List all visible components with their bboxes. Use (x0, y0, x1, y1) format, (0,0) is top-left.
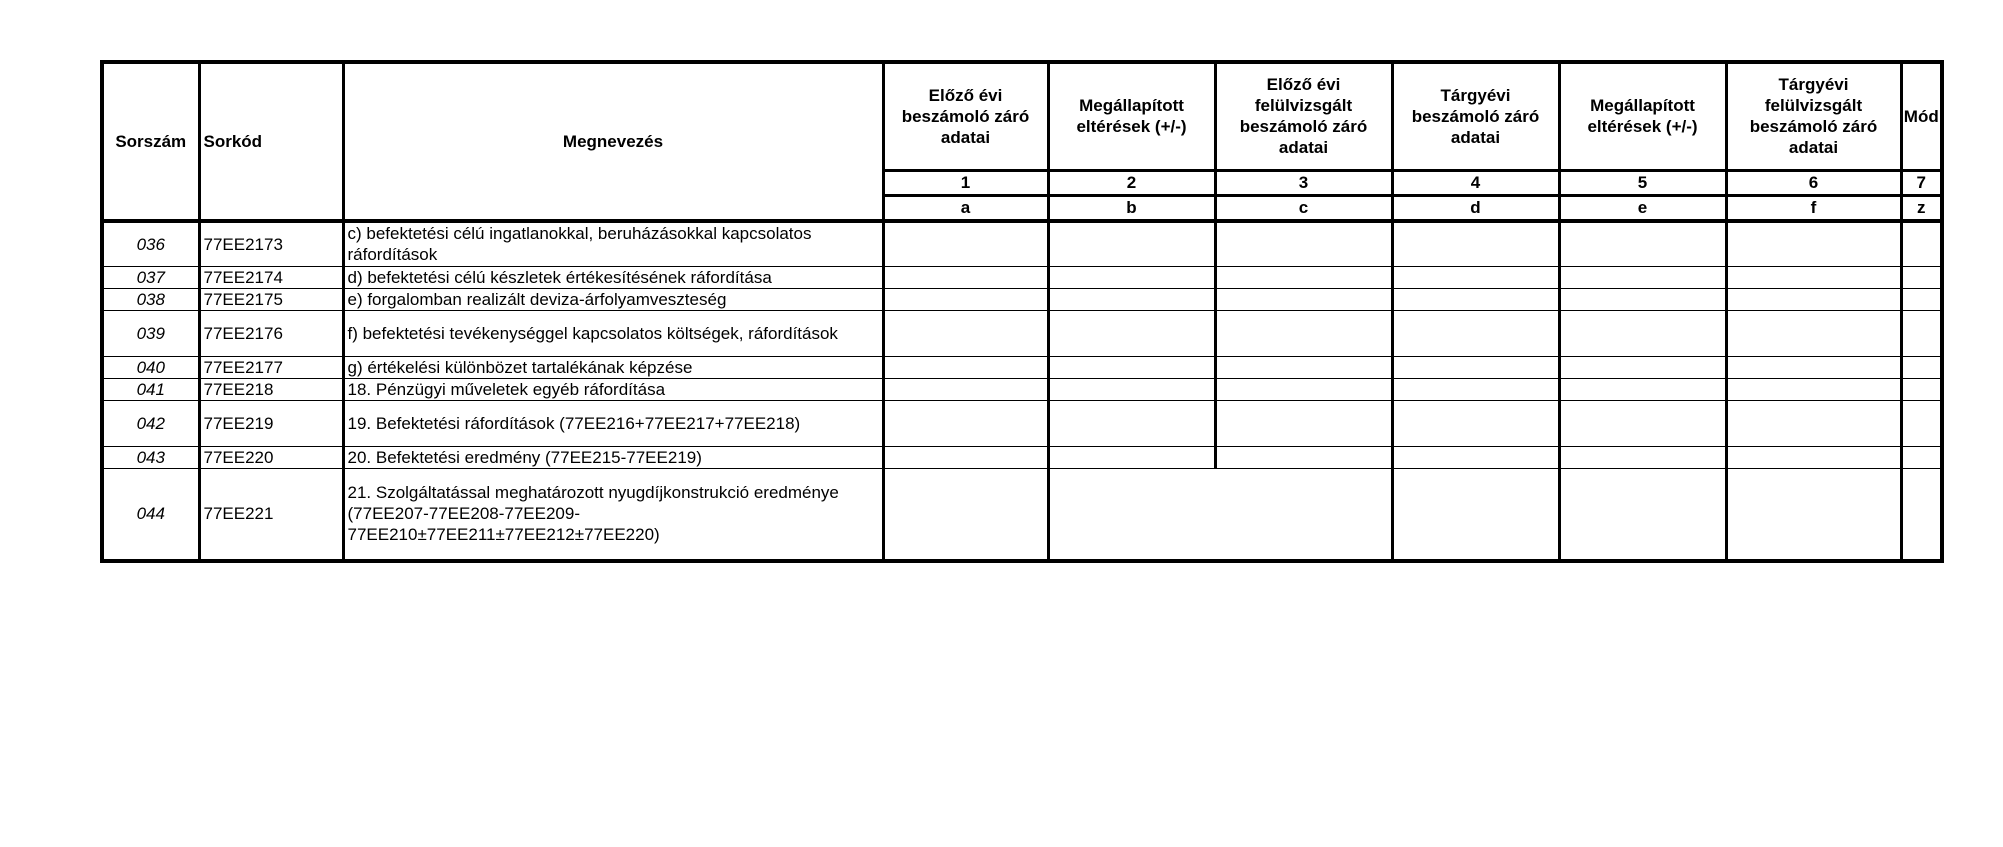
row-sorszam: 038 (102, 289, 199, 311)
row-sorkod: 77EE2176 (199, 311, 343, 357)
row-megnevezes: 20. Befektetési eredmény (77EE215-77EE219) (343, 447, 883, 469)
table-row (102, 379, 1942, 401)
col-number-4: 4 (1392, 170, 1559, 195)
row-cell-2[interactable] (1048, 447, 1215, 469)
row-sorkod: 77EE219 (199, 401, 343, 447)
row-cell-2[interactable] (1048, 401, 1215, 447)
row-cell-7[interactable] (1901, 379, 1942, 401)
header-col-6: Tárgyévi felülvizsgált beszámoló záró adatai (1726, 62, 1901, 170)
row-cell-5[interactable] (1559, 401, 1726, 447)
row-cell-2[interactable] (1048, 311, 1215, 357)
table-row (102, 267, 1942, 289)
row-cell-4[interactable] (1392, 401, 1559, 447)
row-megnevezes: d) befektetési célú készletek értékesítésének ráfordítása (343, 267, 883, 289)
col-number-3: 3 (1215, 170, 1392, 195)
row-cell-1[interactable] (883, 379, 1048, 401)
col-letter-1: a (883, 195, 1048, 221)
row-cell-6[interactable] (1726, 379, 1901, 401)
row-cell-1[interactable] (883, 289, 1048, 311)
row-cell-5[interactable] (1559, 469, 1726, 561)
row-cell-7[interactable] (1901, 469, 1942, 561)
header-col-5: Megállapított eltérések (+/-) (1559, 62, 1726, 170)
row-megnevezes: g) értékelési különbözet tartalékának képzése (343, 357, 883, 379)
row-cell-5[interactable] (1559, 289, 1726, 311)
row-sorkod: 77EE221 (199, 469, 343, 561)
row-cell-5[interactable] (1559, 447, 1726, 469)
row-cell-7[interactable] (1901, 447, 1942, 469)
table-row (102, 289, 1942, 311)
header-sorszam: Sorszám (102, 62, 199, 221)
row-cell-3[interactable] (1215, 289, 1392, 311)
row-sorszam: 042 (102, 401, 199, 447)
row-cell-6[interactable] (1726, 289, 1901, 311)
col-letter-5: e (1559, 195, 1726, 221)
row-cell-7[interactable] (1901, 357, 1942, 379)
row-cell-3[interactable] (1215, 221, 1392, 267)
row-cell-6[interactable] (1726, 267, 1901, 289)
table-row (102, 221, 1942, 267)
row-cell-1[interactable] (883, 311, 1048, 357)
col-number-7: 7 (1901, 170, 1942, 195)
report-table (100, 60, 1944, 563)
row-cell-7[interactable] (1901, 289, 1942, 311)
col-letter-4: d (1392, 195, 1559, 221)
row-sorkod: 77EE2177 (199, 357, 343, 379)
table-row (102, 401, 1942, 447)
row-cell-6[interactable] (1726, 469, 1901, 561)
row-sorszam: 039 (102, 311, 199, 357)
row-cell-4[interactable] (1392, 357, 1559, 379)
row-sorkod: 77EE218 (199, 379, 343, 401)
row-cell-6[interactable] (1726, 311, 1901, 357)
col-number-6: 6 (1726, 170, 1901, 195)
table-row (102, 357, 1942, 379)
row-cell-7[interactable] (1901, 311, 1942, 357)
row-megnevezes: c) befektetési célú ingatlanokkal, beruházásokkal kapcsolatos ráfordítások (343, 221, 883, 267)
row-cell-1[interactable] (883, 469, 1048, 561)
row-cell-2[interactable] (1048, 267, 1215, 289)
row-cell-1[interactable] (883, 357, 1048, 379)
row-cell-3[interactable] (1215, 447, 1392, 469)
table-row (102, 311, 1942, 357)
report-table-container (100, 60, 1940, 563)
row-cell-2[interactable] (1048, 357, 1215, 379)
row-sorszam: 037 (102, 267, 199, 289)
row-cell-1[interactable] (883, 267, 1048, 289)
header-col-1: Előző évi beszámoló záró adatai (883, 62, 1048, 170)
row-cell-3[interactable] (1215, 267, 1392, 289)
row-sorszam: 044 (102, 469, 199, 561)
row-cell-6[interactable] (1726, 221, 1901, 267)
row-cell-2[interactable] (1048, 379, 1215, 401)
row-sorkod: 77EE220 (199, 447, 343, 469)
row-megnevezes: 21. Szolgáltatással meghatározott nyugdíjkonstrukció eredménye (77EE207-77EE208-77EE209-77EE210±77EE211±77EE212±77EE220) (343, 469, 883, 561)
col-letter-2: b (1048, 195, 1215, 221)
header-col-2: Megállapított eltérések (+/-) (1048, 62, 1215, 170)
row-cell-3[interactable] (1215, 379, 1392, 401)
row-cell-2-3[interactable] (1048, 469, 1392, 561)
row-cell-7[interactable] (1901, 401, 1942, 447)
row-megnevezes: 19. Befektetési ráfordítások (77EE216+77EE217+77EE218) (343, 401, 883, 447)
table-row (102, 447, 1942, 469)
col-number-1: 1 (883, 170, 1048, 195)
row-cell-2[interactable] (1048, 221, 1215, 267)
row-sorszam: 043 (102, 447, 199, 469)
col-letter-6: f (1726, 195, 1901, 221)
row-cell-4[interactable] (1392, 221, 1559, 267)
row-cell-3[interactable] (1215, 311, 1392, 357)
table-row (102, 469, 1942, 561)
header-sorkod: Sorkód (199, 62, 343, 221)
row-cell-5[interactable] (1559, 267, 1726, 289)
row-cell-1[interactable] (883, 221, 1048, 267)
header-col-3: Előző évi felülvizsgált beszámoló záró adatai (1215, 62, 1392, 170)
row-megnevezes: e) forgalomban realizált deviza-árfolyamveszteség (343, 289, 883, 311)
row-sorszam: 036 (102, 221, 199, 267)
row-sorkod: 77EE2175 (199, 289, 343, 311)
row-cell-5[interactable] (1559, 311, 1726, 357)
row-cell-7[interactable] (1901, 221, 1942, 267)
row-cell-3[interactable] (1215, 401, 1392, 447)
row-megnevezes: f) befektetési tevékenységgel kapcsolatos költségek, ráfordítások (343, 311, 883, 357)
row-sorszam: 040 (102, 357, 199, 379)
row-cell-1[interactable] (883, 447, 1048, 469)
row-megnevezes: 18. Pénzügyi műveletek egyéb ráfordítása (343, 379, 883, 401)
row-cell-4[interactable] (1392, 447, 1559, 469)
header-col-7: Mód (1901, 62, 1942, 170)
row-cell-6[interactable] (1726, 401, 1901, 447)
row-cell-1[interactable] (883, 401, 1048, 447)
row-cell-4[interactable] (1392, 469, 1559, 561)
header-megnevezes: Megnevezés (343, 62, 883, 221)
row-cell-3[interactable] (1215, 357, 1392, 379)
row-cell-6[interactable] (1726, 447, 1901, 469)
header-row (102, 62, 1942, 170)
row-cell-4[interactable] (1392, 311, 1559, 357)
row-cell-4[interactable] (1392, 289, 1559, 311)
col-number-2: 2 (1048, 170, 1215, 195)
row-cell-6[interactable] (1726, 357, 1901, 379)
row-cell-5[interactable] (1559, 357, 1726, 379)
row-cell-7[interactable] (1901, 267, 1942, 289)
header-col-4: Tárgyévi beszámoló záró adatai (1392, 62, 1559, 170)
row-sorkod: 77EE2174 (199, 267, 343, 289)
col-number-5: 5 (1559, 170, 1726, 195)
row-sorkod: 77EE2173 (199, 221, 343, 267)
row-cell-4[interactable] (1392, 267, 1559, 289)
col-letter-7: z (1901, 195, 1942, 221)
row-cell-4[interactable] (1392, 379, 1559, 401)
row-cell-5[interactable] (1559, 379, 1726, 401)
col-letter-3: c (1215, 195, 1392, 221)
row-cell-2[interactable] (1048, 289, 1215, 311)
row-sorszam: 041 (102, 379, 199, 401)
row-cell-5[interactable] (1559, 221, 1726, 267)
